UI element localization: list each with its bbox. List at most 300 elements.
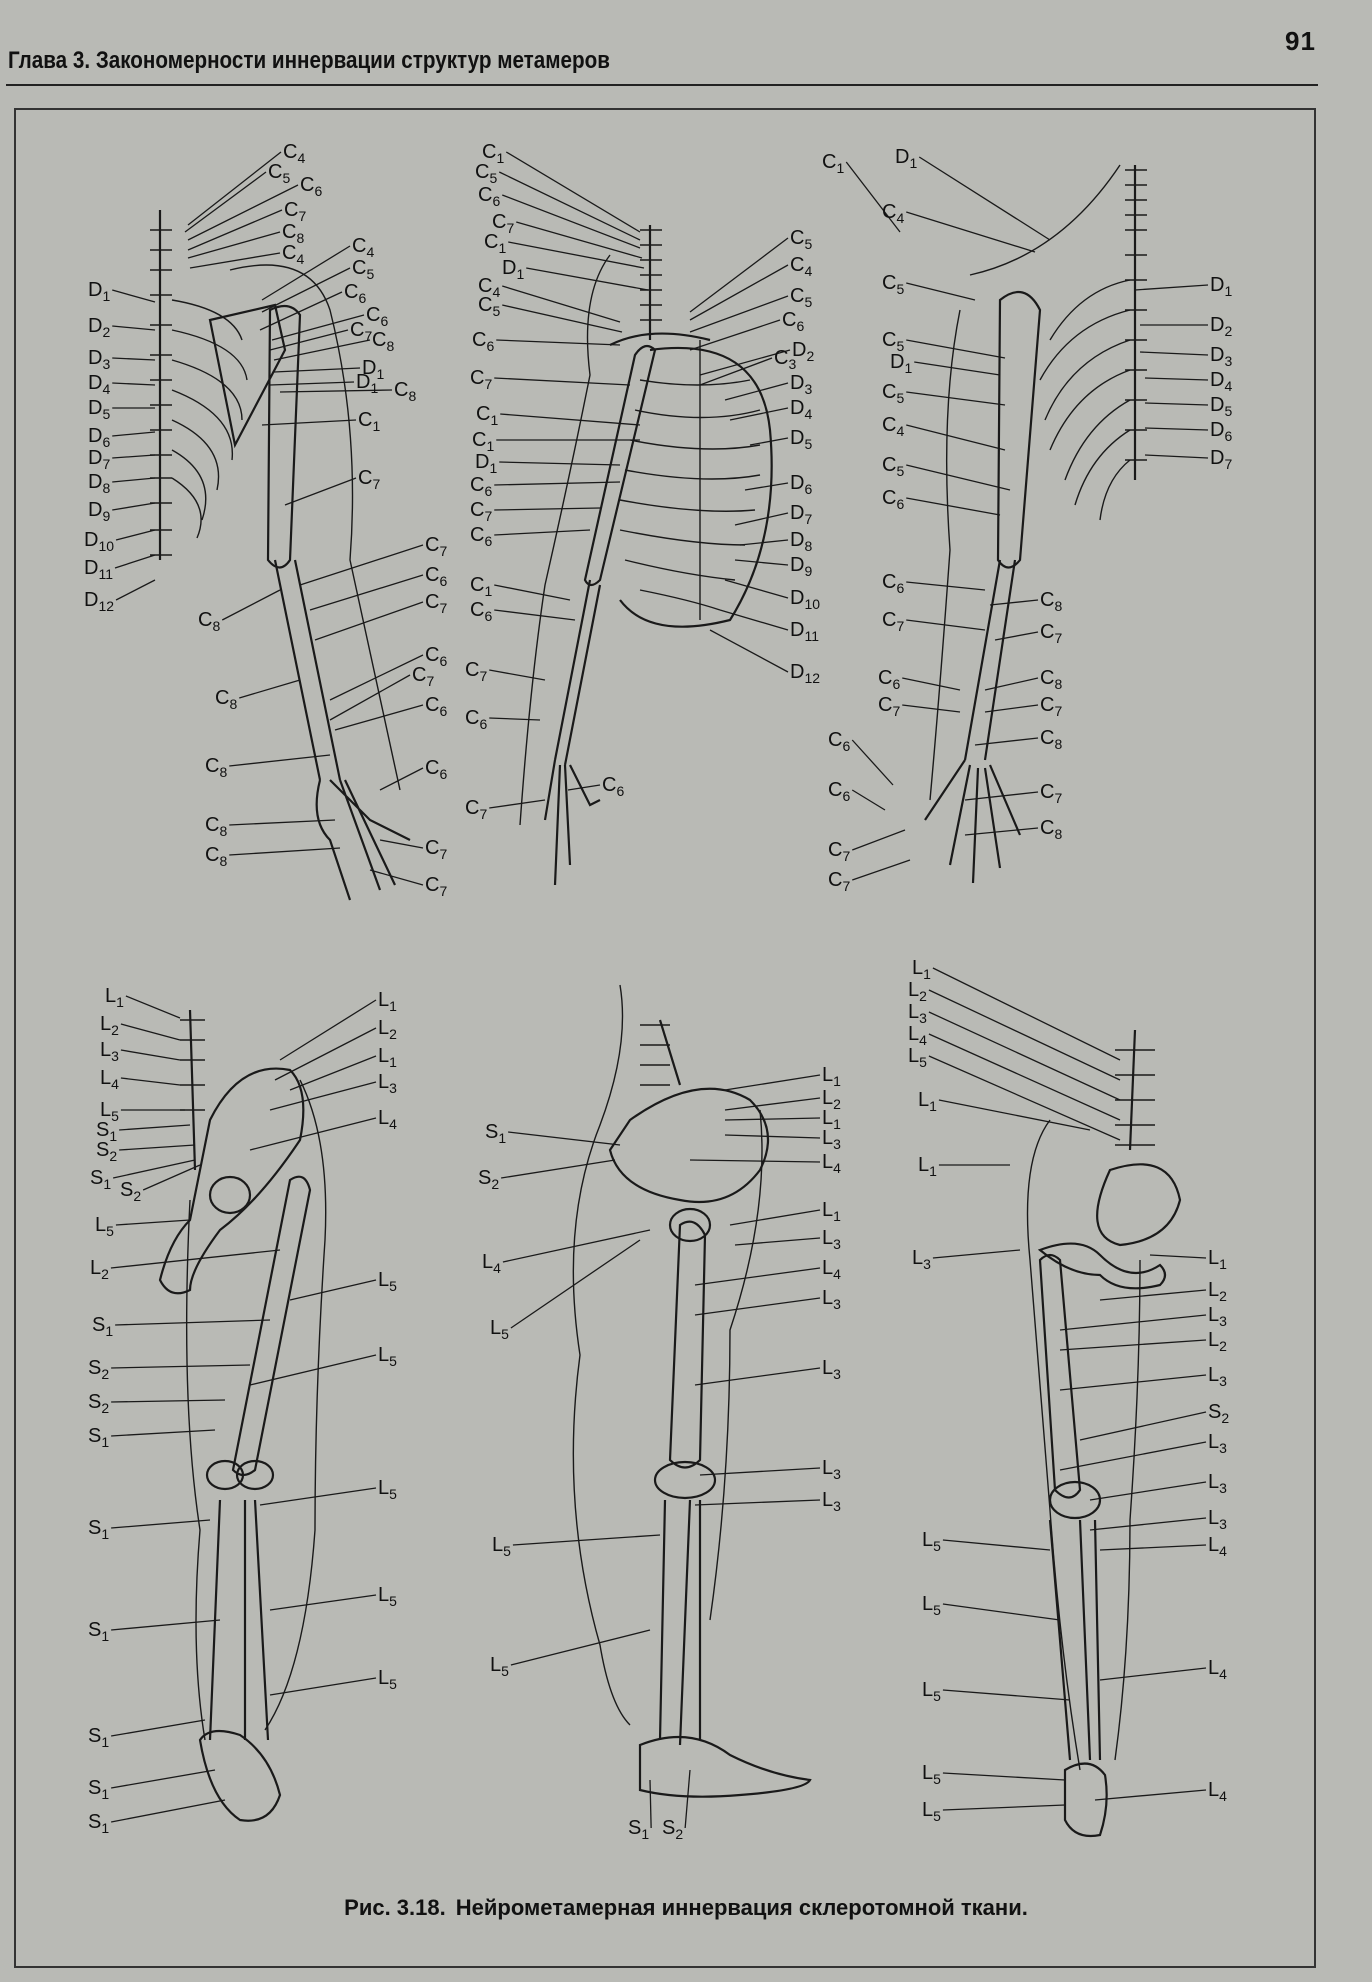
segment-number: 7: [506, 220, 515, 236]
segment-letter: D: [88, 397, 103, 419]
segment-number: 11: [804, 628, 819, 644]
segment-letter: S: [662, 1817, 676, 1839]
leader-line: [1060, 1442, 1206, 1470]
leader-line: [502, 305, 622, 332]
segment-number: 4: [833, 1160, 841, 1176]
leader-line: [121, 1050, 180, 1060]
arm-anterior-segment-label: [790, 662, 820, 688]
arm-posterior-segment-label: [425, 565, 447, 591]
segment-number: 6: [796, 318, 805, 334]
leader-line: [489, 718, 540, 720]
segment-number: 6: [892, 676, 901, 692]
arm-posterior-segment-label: [88, 316, 110, 342]
leader-line: [239, 680, 300, 698]
arm-anterior-segment-label: [790, 503, 812, 529]
segment-number: 5: [492, 303, 501, 319]
segment-number: 5: [933, 1808, 941, 1824]
segment-number: 1: [102, 288, 111, 304]
leg-posterior-segment-label: [88, 1392, 109, 1418]
leader-line: [1145, 428, 1208, 430]
segment-letter: L: [922, 1799, 934, 1821]
segment-number: 5: [804, 436, 813, 452]
leg-lateral-segment-label: [1208, 1305, 1227, 1331]
segment-letter: C: [882, 381, 897, 403]
leg-posterior-segment-label: [88, 1778, 109, 1804]
segment-number: 2: [1224, 323, 1233, 339]
segment-number: 5: [896, 281, 905, 297]
leader-line: [112, 432, 155, 436]
leader-line: [725, 1135, 820, 1138]
segment-letter: L: [378, 1071, 390, 1093]
segment-letter: C: [492, 211, 507, 233]
segment-letter: L: [822, 1064, 834, 1086]
segment-letter: D: [1210, 394, 1225, 416]
segment-number: 7: [426, 673, 435, 689]
segment-number: 9: [102, 508, 111, 524]
arm-lateral-segment-label: [1040, 668, 1062, 694]
segment-number: 7: [102, 456, 111, 472]
segment-number: 1: [116, 994, 124, 1010]
leader-line: [914, 362, 1000, 375]
arm-lateral-segment-label: [1040, 590, 1062, 616]
leader-line: [1145, 403, 1208, 405]
leader-line: [119, 1125, 190, 1130]
leader-line: [985, 678, 1038, 690]
segment-number: 7: [842, 878, 851, 894]
segment-number: 6: [1224, 428, 1233, 444]
segment-letter: L: [1208, 1507, 1220, 1529]
leader-line: [852, 830, 905, 850]
segment-letter: C: [1040, 667, 1055, 689]
segment-number: 6: [102, 434, 111, 450]
segment-number: 6: [486, 338, 495, 354]
arm-lateral-segment-label: [822, 152, 844, 178]
leg-posterior-segment-label: [88, 1358, 109, 1384]
segment-letter: S: [478, 1167, 492, 1189]
leader-line: [695, 1368, 820, 1385]
arm-lateral-segment-label: [878, 695, 900, 721]
segment-number: 8: [1054, 826, 1063, 842]
arm-lateral-segment-label: [882, 202, 904, 228]
arm-posterior-segment-label: [356, 372, 378, 398]
segment-number: 2: [101, 1366, 110, 1382]
arm-anterior-segment-label: [465, 660, 487, 686]
segment-letter: L: [482, 1251, 494, 1273]
leader-line: [494, 610, 575, 620]
segment-number: 2: [111, 1022, 119, 1038]
leader-line: [115, 555, 155, 568]
segment-number: 3: [389, 1080, 397, 1096]
segment-letter: C: [470, 599, 485, 621]
arm-lateral-segment-label: [1210, 420, 1232, 446]
leader-line: [290, 1280, 376, 1300]
segment-number: 5: [896, 338, 905, 354]
segment-letter: L: [908, 1045, 920, 1067]
segment-letter: L: [822, 1199, 834, 1221]
segment-number: 1: [101, 1628, 110, 1644]
segment-number: 5: [503, 1543, 511, 1559]
segment-letter: C: [882, 201, 897, 223]
leader-line: [1145, 455, 1208, 458]
leg-posterior-segment-label: [378, 1072, 397, 1098]
segment-letter: C: [782, 309, 797, 331]
leg-posterior-segment-label: [88, 1812, 109, 1838]
arm-posterior-segment-label: [88, 500, 110, 526]
segment-number: 7: [364, 328, 373, 344]
leader-line: [270, 1082, 376, 1110]
leader-line: [1145, 378, 1208, 380]
leg-medial-segment-label: [822, 1358, 841, 1384]
leader-line: [494, 530, 590, 535]
segment-letter: C: [828, 839, 843, 861]
segment-letter: L: [378, 1344, 390, 1366]
leg-lateral-segment-label: [1208, 1780, 1227, 1806]
arm-posterior-segment-label: [205, 756, 227, 782]
leader-line: [116, 580, 155, 600]
segment-letter: C: [790, 254, 805, 276]
segment-number: 3: [1219, 1516, 1227, 1532]
segment-letter: D: [790, 661, 805, 683]
arm-lateral-segment-label: [882, 382, 904, 408]
leader-line: [508, 242, 644, 268]
segment-letter: L: [490, 1654, 502, 1676]
segment-letter: C: [602, 774, 617, 796]
arm-posterior-segment-label: [358, 410, 380, 436]
leader-line: [943, 1604, 1060, 1620]
leader-line: [852, 740, 893, 785]
leader-line: [270, 1595, 376, 1610]
arm-anterior-segment-label: [790, 620, 819, 646]
segment-letter: L: [378, 1045, 390, 1067]
segment-number: 1: [109, 1128, 118, 1144]
segment-letter: C: [425, 591, 440, 613]
leg-posterior-segment-label: [378, 1478, 397, 1504]
leader-line: [274, 368, 360, 372]
leader-line: [700, 1468, 820, 1475]
segment-letter: C: [344, 281, 359, 303]
segment-number: 6: [439, 703, 448, 719]
leader-line: [270, 1678, 376, 1695]
leader-line: [725, 383, 788, 400]
segment-number: 6: [842, 788, 851, 804]
leg-lateral-segment-label: [1208, 1472, 1227, 1498]
leg-medial-segment-label: [822, 1228, 841, 1254]
segment-letter: D: [890, 351, 905, 373]
segment-letter: L: [1208, 1471, 1220, 1493]
leader-line: [906, 392, 1005, 405]
arm-posterior-segment-label: [425, 838, 447, 864]
segment-letter: L: [1208, 1304, 1220, 1326]
segment-letter: C: [425, 644, 440, 666]
segment-letter: C: [790, 285, 805, 307]
segment-letter: C: [425, 534, 440, 556]
leader-line: [489, 800, 545, 808]
leader-line: [229, 848, 340, 855]
segment-letter: S: [96, 1119, 110, 1141]
segment-letter: C: [284, 199, 299, 221]
segment-number: 5: [933, 1602, 941, 1618]
leg-medial-segment-label: [492, 1535, 511, 1561]
arm-lateral-segment-label: [1040, 818, 1062, 844]
leader-line: [112, 383, 155, 385]
segment-number: 6: [439, 573, 448, 589]
leader-line: [260, 1488, 376, 1505]
leader-line: [506, 152, 640, 232]
leader-line: [690, 320, 780, 350]
segment-number: 6: [439, 766, 448, 782]
segment-letter: C: [882, 571, 897, 593]
leader-line: [690, 1160, 820, 1162]
segment-number: 2: [102, 324, 111, 340]
segment-letter: C: [475, 161, 490, 183]
leg-posterior-segment-label: [378, 1585, 397, 1611]
segment-letter: L: [100, 1013, 112, 1035]
leader-line: [262, 268, 350, 312]
leader-line: [119, 1145, 195, 1150]
arm-posterior-segment-label: [394, 380, 416, 406]
segment-letter: D: [502, 257, 517, 279]
arm-posterior-segment-label: [88, 348, 110, 374]
segment-letter: C: [350, 319, 365, 341]
segment-number: 1: [929, 1163, 937, 1179]
segment-number: 4: [919, 1032, 927, 1048]
segment-letter: C: [882, 329, 897, 351]
segment-letter: C: [774, 347, 789, 369]
arm-lateral-segment-label: [1040, 622, 1062, 648]
leg-posterior-segment-label: [378, 1668, 397, 1694]
leader-line: [650, 1780, 651, 1828]
segment-letter: C: [470, 524, 485, 546]
leader-line: [112, 455, 155, 458]
leader-line: [185, 172, 266, 232]
leader-line: [1095, 1790, 1206, 1800]
leg-lateral-segment-label: [922, 1763, 941, 1789]
segment-letter: L: [105, 985, 117, 1007]
segment-number: 7: [1054, 703, 1063, 719]
segment-letter: L: [922, 1593, 934, 1615]
segment-number: 2: [1219, 1288, 1227, 1304]
arm-posterior-segment-label: [215, 688, 237, 714]
segment-number: 3: [1219, 1373, 1227, 1389]
leader-line: [250, 1355, 376, 1385]
segment-number: 1: [372, 418, 381, 434]
leg-posterior-segment-label: [105, 986, 124, 1012]
leader-line: [494, 585, 570, 600]
segment-number: 6: [358, 290, 367, 306]
leader-line: [933, 968, 1120, 1060]
leader-line: [990, 600, 1038, 605]
segment-number: 1: [909, 155, 918, 171]
segment-letter: C: [425, 837, 440, 859]
segment-number: 4: [804, 406, 813, 422]
arm-lateral-segment-label: [1210, 395, 1232, 421]
arm-posterior-segment-label: [84, 558, 113, 584]
leader-line: [516, 222, 642, 258]
segment-letter: L: [822, 1127, 834, 1149]
segment-letter: C: [828, 869, 843, 891]
leader-line: [735, 513, 788, 525]
segment-number: 5: [896, 463, 905, 479]
segment-number: 3: [1219, 1440, 1227, 1456]
segment-letter: L: [378, 1017, 390, 1039]
segment-letter: L: [822, 1257, 834, 1279]
leader-line: [965, 792, 1038, 800]
segment-letter: C: [425, 564, 440, 586]
leader-line: [111, 1365, 250, 1368]
segment-number: 6: [616, 783, 625, 799]
leg-posterior-segment-label: [100, 1040, 119, 1066]
leader-line: [121, 1078, 180, 1085]
segment-letter: C: [882, 272, 897, 294]
leader-line: [111, 1520, 210, 1528]
segment-number: 5: [106, 1223, 114, 1239]
segment-letter: C: [465, 797, 480, 819]
leg-posterior-segment-label: [92, 1315, 113, 1341]
leader-line: [229, 755, 330, 766]
segment-letter: D: [88, 425, 103, 447]
segment-letter: C: [882, 609, 897, 631]
segment-letter: C: [205, 844, 220, 866]
segment-letter: C: [828, 779, 843, 801]
arm-lateral-segment-label: [890, 352, 912, 378]
leader-line: [111, 1720, 205, 1736]
segment-number: 7: [439, 846, 448, 862]
leader-line: [1100, 1545, 1206, 1550]
leg-posterior-segment-label: [378, 1018, 397, 1044]
leg-lateral-segment-label: [922, 1594, 941, 1620]
segment-number: 6: [439, 653, 448, 669]
leader-line: [116, 1220, 190, 1225]
segment-number: 8: [296, 230, 305, 246]
segment-letter: C: [358, 409, 373, 431]
segment-number: 10: [804, 596, 821, 612]
arm-posterior-segment-label: [425, 535, 447, 561]
segment-number: 4: [111, 1076, 119, 1092]
leg-lateral-segment-label: [1208, 1535, 1227, 1561]
segment-number: 1: [1224, 283, 1233, 299]
segment-number: 3: [833, 1236, 841, 1252]
leader-line: [965, 828, 1038, 835]
arm-anterior-segment-label: [472, 330, 494, 356]
page-number: 91: [1285, 26, 1316, 56]
segment-number: 4: [297, 150, 306, 166]
leader-line: [310, 575, 423, 610]
segment-letter: D: [792, 339, 807, 361]
arm-posterior-segment-label: [205, 815, 227, 841]
arm-lateral-segment-label: [878, 668, 900, 694]
leader-line: [730, 1210, 820, 1225]
leg-medial-segment-label: [485, 1122, 506, 1148]
segment-number: 1: [836, 160, 845, 176]
segment-number: 1: [929, 1098, 937, 1114]
arm-lateral-segment-label: [1210, 315, 1232, 341]
segment-number: 4: [1224, 378, 1233, 394]
segment-number: 4: [1219, 1788, 1227, 1804]
segment-letter: D: [790, 472, 805, 494]
segment-number: 2: [101, 1266, 109, 1282]
arm-posterior-segment-label: [282, 243, 304, 269]
segment-letter: C: [1040, 621, 1055, 643]
leg-posterior-segment-label: [100, 1068, 119, 1094]
segment-letter: L: [100, 1039, 112, 1061]
leg-lateral-segment-label: [922, 1530, 941, 1556]
arm-anterior-segment-label: [790, 255, 812, 281]
arm-lateral-segment-label: [882, 415, 904, 441]
leg-posterior-segment-label: [95, 1215, 114, 1241]
arm-posterior-segment-label: [372, 330, 394, 356]
arm-lateral-segment-label: [1210, 345, 1232, 371]
leg-medial-segment-label: [822, 1258, 841, 1284]
leader-line: [262, 420, 356, 425]
segment-number: 7: [1054, 790, 1063, 806]
segment-number: 3: [833, 1296, 841, 1312]
segment-letter: S: [96, 1139, 110, 1161]
leader-line: [526, 268, 648, 290]
leader-line: [685, 1770, 690, 1828]
segment-letter: C: [268, 161, 283, 183]
segment-number: 5: [501, 1326, 509, 1342]
leader-line: [112, 478, 155, 482]
segment-letter: D: [1210, 314, 1225, 336]
leader-line: [1100, 1668, 1206, 1680]
leader-line: [499, 462, 620, 465]
leader-line: [494, 378, 630, 385]
segment-number: 7: [892, 703, 901, 719]
leader-line: [725, 1075, 820, 1090]
leg-medial-segment-label: [822, 1288, 841, 1314]
segment-letter: L: [378, 989, 390, 1011]
leader-line: [501, 1160, 615, 1178]
segment-number: 4: [833, 1266, 841, 1282]
segment-letter: L: [1208, 1657, 1220, 1679]
segment-number: 1: [833, 1073, 841, 1089]
segment-number: 3: [788, 356, 797, 372]
segment-number: 8: [1054, 676, 1063, 692]
segment-number: 1: [389, 998, 397, 1014]
segment-number: 8: [219, 853, 228, 869]
leg-lateral-segment-label: [922, 1680, 941, 1706]
segment-number: 1: [498, 1130, 507, 1146]
leg-posterior-segment-label: [378, 1345, 397, 1371]
segment-number: 1: [101, 1434, 110, 1450]
leader-line: [113, 1160, 195, 1178]
segment-letter: C: [882, 487, 897, 509]
leader-line: [730, 408, 788, 420]
segment-number: 1: [1219, 1256, 1227, 1272]
leader-line: [111, 1430, 215, 1436]
arm-anterior-segment-label: [790, 588, 820, 614]
segment-number: 5: [389, 1486, 397, 1502]
segment-letter: L: [912, 957, 924, 979]
segment-number: 3: [111, 1048, 119, 1064]
segment-number: 5: [282, 170, 291, 186]
leader-line: [330, 675, 410, 720]
leg-lateral-segment-label: [1208, 1365, 1227, 1391]
segment-number: 4: [366, 244, 375, 260]
segment-letter: L: [918, 1089, 930, 1111]
segment-number: 5: [804, 236, 813, 252]
segment-number: 3: [102, 356, 111, 372]
segment-letter: L: [908, 979, 920, 1001]
segment-number: 5: [102, 406, 111, 422]
leg-medial-segment-label: [490, 1655, 509, 1681]
segment-letter: L: [1208, 1279, 1220, 1301]
segment-number: 1: [486, 438, 495, 454]
segment-number: 4: [1219, 1543, 1227, 1559]
arm-lateral-segment-label: [1210, 275, 1232, 301]
segment-number: 2: [1219, 1338, 1227, 1354]
segment-letter: S: [88, 1811, 102, 1833]
